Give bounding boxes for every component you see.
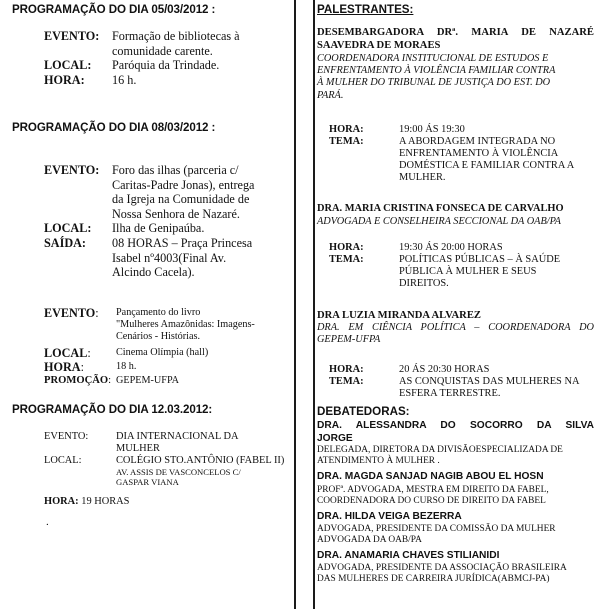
evento-label: EVENTO: [44, 163, 100, 177]
hora-value: 19:00 ÁS 19:30 [399, 124, 465, 135]
local-value: COLÉGIO STO.ANTÔNIO (FABEL II) AV. ASSIS DE VASCONCELOS C/ GASPAR VIANA [116, 455, 285, 487]
hora-value: 16 h. [112, 72, 137, 87]
prog3-hora [44, 496, 129, 507]
hora-label: HORA: [44, 496, 79, 507]
debater2-name: DRA. MAGDA SANJAD NAGIB ABOU EL HOSN [317, 471, 544, 482]
tema-label: TEMA: [329, 376, 364, 387]
speaker3-role: DRA. EM CIÊNCIA POLÍTICA – COORDENADORA DO GEPEM-UFPA [317, 322, 594, 346]
prog3-table [44, 431, 290, 487]
evento-value: Formação de bibliotecas à comunidade carente. [112, 29, 240, 58]
evento-value: DIA INTERNACIONAL DA MULHER [116, 431, 239, 454]
hora-value: 20 ÁS 20:30 HORAS [399, 364, 490, 375]
evento-label: EVENTO: [44, 29, 100, 43]
tema-value: A ABORDAGEM INTEGRADA NO ENFRENTAMENTO À VIOLÊNCIA DOMÉSTICA E FAMILIAR CONTRA A MULHER. [399, 136, 575, 183]
prog2-table [44, 163, 290, 280]
debater3-name: DRA. HILDA VEIGA BEZERRA [317, 511, 462, 522]
tema-label: TEMA: [329, 254, 364, 265]
speaker2-schedule [329, 242, 595, 290]
saida-label: SAÍDA: [44, 235, 86, 250]
hora2-label: HORA: [44, 360, 84, 374]
heading-prog-08-03: PROGRAMAÇÃO DO DIA 08/03/2012 : [12, 121, 216, 134]
saida-value: 08 HORAS – Praça Princesa Isabel nº4003(Final Av. Alcindo Cacela). [112, 235, 253, 280]
hora-label: HORA: [329, 124, 364, 135]
evento-value: Foro das ilhas (parceria c/ Caritas-Padre Jonas), entrega da Igreja na Comunidade de Nossa Senhora de Nazaré. [112, 163, 255, 221]
speaker2-role: ADVOGADA E CONSELHEIRA SECCIONAL DA OAB/PA [317, 216, 561, 227]
heading-prog-12-03: PROGRAMAÇÃO DO DIA 12.03.2012: [12, 403, 213, 416]
prog2-book-launch [44, 306, 290, 388]
debater4-name: DRA. ANAMARIA CHAVES STILIANIDI [317, 550, 500, 561]
promocao-label: PROMOÇÃO: [44, 375, 112, 386]
local-value: Paróquia da Trindade. [112, 58, 220, 72]
hora-value: 19 HORAS [81, 496, 130, 507]
speaker3-name: DRA LUZIA MIRANDA ALVAREZ [317, 310, 481, 321]
debater1-desc: DELEGADA, DIRETORA DA DIVISÃOESPECIALIZADA DE ATENDIMENTO À MULHER . [317, 445, 563, 467]
debatedoras-heading: DEBATEDORAS: [317, 405, 410, 418]
column-divider-left [294, 0, 296, 609]
local-value: Ilha de Genipaúba. [112, 221, 205, 236]
right-column [313, 0, 600, 609]
local-label: LOCAL: [44, 58, 92, 72]
debater4-desc: ADVOGADA, PRESIDENTE DA ASSOCIAÇÃO BRASILEIRA DAS MULHERES DE CARREIRA JURÍDICA(ABMCJ-PA) [317, 563, 567, 585]
debater3-desc: ADVOGADA, PRESIDENTE DA COMISSÃO DA MULHER ADVOGADA DA OAB/PA [317, 524, 556, 546]
local2-value: Cinema Olímpia (hall) [116, 347, 209, 358]
local-label: LOCAL: [44, 221, 92, 236]
prog1-table [44, 29, 290, 87]
local2-label: LOCAL: [44, 346, 91, 360]
speaker1-schedule [329, 124, 595, 184]
promocao-value: GEPEM-UFPA [116, 375, 180, 386]
speaker2-name: DRA. MARIA CRISTINA FONSECA DE CARVALHO [317, 203, 564, 214]
hora-label: HORA: [329, 242, 364, 253]
speaker3-schedule [329, 364, 595, 400]
hora-value: 19:30 ÁS 20:00 HORAS [399, 242, 503, 253]
left-column [0, 0, 294, 609]
palestrantes-heading: PALESTRANTES: [317, 3, 414, 16]
evento-label: EVENTO: [44, 431, 89, 442]
stray-dot: . [46, 516, 49, 528]
debater1-name: DRA. ALESSANDRA DO SOCORRO DA SILVA JORGE [317, 420, 594, 444]
tema-label: TEMA: [329, 136, 364, 147]
hora2-value: 18 h. [116, 361, 137, 372]
speaker1-role: COORDENADORA INSTITUCIONAL DE ESTUDOS E ENFRENTAMENTO À VIOLÊNCIA FAMILIAR CONTRA À MULHER DO TRIBUNAL DE JUSTIÇA DO EST. DO PARÁ. [317, 53, 556, 101]
local-label: LOCAL: [44, 455, 82, 466]
hora-label: HORA: [329, 364, 364, 375]
evento2-value: Pançamento do livro "Mulheres Amazônidas: Imagens- Cenários - Histórias. [116, 307, 255, 342]
hora-label: HORA: [44, 72, 85, 87]
evento2-label: EVENTO: [44, 306, 99, 320]
speaker1-name: DESEMBARGADORA DRª. MARIA DE NAZARÉ SAAVEDRA DE MORAES [317, 27, 594, 51]
heading-prog-05-03: PROGRAMAÇÃO DO DIA 05/03/2012 : [12, 3, 216, 16]
tema-value: AS CONQUISTAS DAS MULHERES NA ESFERA TERRESTRE. [399, 376, 580, 399]
debater2-desc: PROFª. ADVOGADA, MESTRA EM DIREITO DA FABEL, COORDENADORA DO CURSO DE DIREITO DA FABEL [317, 485, 549, 507]
tema-value: POLÍTICAS PÚBLICAS – À SAÚDE PÚBLICA À MULHER E SEUS DIREITOS. [399, 254, 561, 289]
